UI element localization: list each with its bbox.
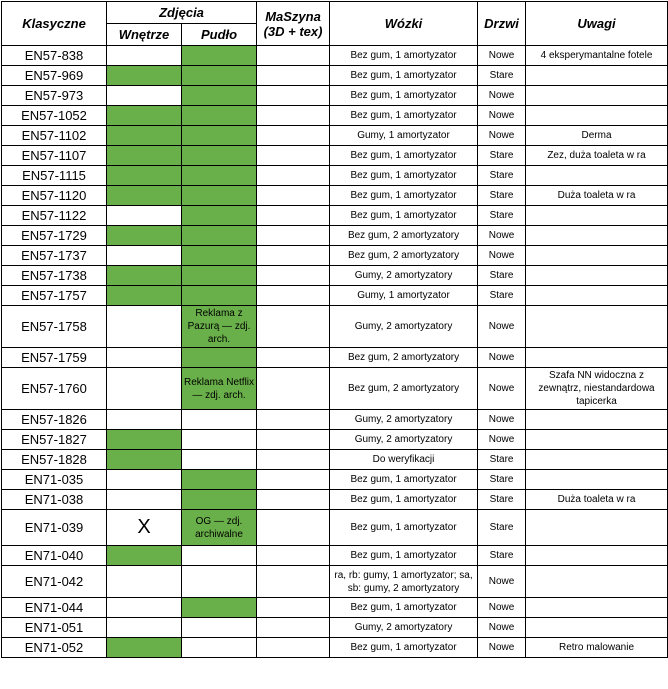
table-row (2, 66, 668, 86)
drzwi-cell: Stare (478, 266, 526, 286)
table-row (2, 348, 668, 368)
table-row (2, 166, 668, 186)
wnetrze-cell (107, 598, 182, 618)
wnetrze-cell (107, 368, 182, 410)
unit-name-cell: EN71-051 (2, 618, 107, 638)
wozki-cell: Bez gum, 2 amortyzatory (330, 226, 478, 246)
maszyna-cell (257, 430, 330, 450)
drzwi-cell: Nowe (478, 368, 526, 410)
wnetrze-cell (107, 286, 182, 306)
wnetrze-cell (107, 186, 182, 206)
drzwi-cell: Stare (478, 490, 526, 510)
pudlo-cell (182, 598, 257, 618)
pudlo-cell (182, 146, 257, 166)
pudlo-cell (182, 266, 257, 286)
table-row (2, 546, 668, 566)
wozki-cell: Bez gum, 1 amortyzator (330, 510, 478, 546)
drzwi-cell: Nowe (478, 598, 526, 618)
uwagi-cell (526, 106, 668, 126)
unit-name-cell: EN71-038 (2, 490, 107, 510)
maszyna-cell (257, 126, 330, 146)
pudlo-cell (182, 206, 257, 226)
table-row (2, 368, 668, 410)
uwagi-cell (526, 598, 668, 618)
table-row (2, 598, 668, 618)
drzwi-cell: Nowe (478, 106, 526, 126)
unit-name-cell: EN57-1826 (2, 410, 107, 430)
drzwi-cell: Nowe (478, 46, 526, 66)
wnetrze-cell (107, 410, 182, 430)
wnetrze-cell (107, 306, 182, 348)
header-klasyczne: Klasyczne (2, 2, 107, 46)
maszyna-cell (257, 598, 330, 618)
wnetrze-cell (107, 66, 182, 86)
maszyna-cell (257, 410, 330, 430)
wnetrze-cell (107, 430, 182, 450)
pudlo-cell (182, 470, 257, 490)
table-row (2, 638, 668, 658)
wnetrze-cell (107, 106, 182, 126)
header-wnetrze: Wnętrze (107, 24, 182, 46)
uwagi-cell: Retro malowanie (526, 638, 668, 658)
table-row (2, 490, 668, 510)
pudlo-cell (182, 430, 257, 450)
wozki-cell: Bez gum, 1 amortyzator (330, 146, 478, 166)
unit-name-cell: EN57-969 (2, 66, 107, 86)
unit-name-cell: EN71-035 (2, 470, 107, 490)
wozki-cell: Bez gum, 2 amortyzatory (330, 246, 478, 266)
drzwi-cell: Stare (478, 450, 526, 470)
table-row (2, 46, 668, 66)
maszyna-cell (257, 618, 330, 638)
maszyna-cell (257, 510, 330, 546)
unit-name-cell: EN57-1102 (2, 126, 107, 146)
wnetrze-cell (107, 546, 182, 566)
table-row (2, 286, 668, 306)
wozki-cell: Do weryfikacji (330, 450, 478, 470)
drzwi-cell: Nowe (478, 618, 526, 638)
wnetrze-cell (107, 638, 182, 658)
wozki-cell: Bez gum, 1 amortyzator (330, 206, 478, 226)
maszyna-cell (257, 106, 330, 126)
drzwi-cell: Stare (478, 546, 526, 566)
pudlo-cell (182, 638, 257, 658)
unit-name-cell: EN57-1120 (2, 186, 107, 206)
table-row (2, 206, 668, 226)
pudlo-cell (182, 106, 257, 126)
unit-name-cell: EN57-1052 (2, 106, 107, 126)
pudlo-cell (182, 86, 257, 106)
maszyna-cell (257, 566, 330, 598)
wozki-cell: Bez gum, 1 amortyzator (330, 470, 478, 490)
drzwi-cell: Nowe (478, 86, 526, 106)
unit-name-cell: EN71-044 (2, 598, 107, 618)
drzwi-cell: Nowe (478, 226, 526, 246)
uwagi-cell (526, 510, 668, 546)
wozki-cell: Bez gum, 1 amortyzator (330, 186, 478, 206)
header-drzwi: Drzwi (478, 2, 526, 46)
unit-name-cell: EN57-1729 (2, 226, 107, 246)
drzwi-cell: Nowe (478, 126, 526, 146)
drzwi-cell: Nowe (478, 306, 526, 348)
wnetrze-cell (107, 206, 182, 226)
uwagi-cell: Duża toaleta w ra (526, 490, 668, 510)
drzwi-cell: Stare (478, 66, 526, 86)
wnetrze-cell (107, 618, 182, 638)
unit-name-cell: EN57-1759 (2, 348, 107, 368)
table-row (2, 306, 668, 348)
maszyna-cell (257, 166, 330, 186)
unit-name-cell: EN57-1107 (2, 146, 107, 166)
uwagi-cell (526, 286, 668, 306)
pudlo-cell (182, 46, 257, 66)
table-row (2, 430, 668, 450)
maszyna-cell (257, 490, 330, 510)
pudlo-cell (182, 126, 257, 146)
table-row (2, 510, 668, 546)
table-body (2, 46, 668, 658)
pudlo-cell (182, 226, 257, 246)
maszyna-cell (257, 226, 330, 246)
uwagi-cell (526, 166, 668, 186)
maszyna-cell (257, 348, 330, 368)
wnetrze-cell (107, 566, 182, 598)
unit-name-cell: EN57-1122 (2, 206, 107, 226)
unit-name-cell: EN57-1760 (2, 368, 107, 410)
uwagi-cell (526, 410, 668, 430)
header-uwagi: Uwagi (526, 2, 668, 46)
maszyna-cell (257, 450, 330, 470)
unit-name-cell: EN57-1738 (2, 266, 107, 286)
maszyna-cell (257, 546, 330, 566)
uwagi-cell (526, 246, 668, 266)
uwagi-cell: Szafa NN widoczna z zewnątrz, niestandardowa tapicerka (526, 368, 668, 410)
wozki-cell: Gumy, 1 amortyzator (330, 126, 478, 146)
wozki-cell: Gumy, 2 amortyzatory (330, 430, 478, 450)
wnetrze-cell (107, 86, 182, 106)
maszyna-cell (257, 246, 330, 266)
header-pudlo: Pudło (182, 24, 257, 46)
wozki-cell: Bez gum, 1 amortyzator (330, 490, 478, 510)
header-maszyna: MaSzyna (3D + tex) (257, 2, 330, 46)
wozki-cell: Bez gum, 1 amortyzator (330, 546, 478, 566)
pudlo-cell (182, 566, 257, 598)
wozki-cell: Bez gum, 1 amortyzator (330, 166, 478, 186)
unit-name-cell: EN71-042 (2, 566, 107, 598)
unit-name-cell: EN71-040 (2, 546, 107, 566)
pudlo-cell (182, 348, 257, 368)
table-row (2, 266, 668, 286)
table-row (2, 410, 668, 430)
wnetrze-cell (107, 246, 182, 266)
pudlo-cell (182, 246, 257, 266)
uwagi-cell (526, 470, 668, 490)
header-row-top (2, 2, 668, 24)
wnetrze-cell (107, 266, 182, 286)
drzwi-cell: Nowe (478, 638, 526, 658)
uwagi-cell (526, 450, 668, 470)
wnetrze-cell (107, 166, 182, 186)
pudlo-cell (182, 66, 257, 86)
wnetrze-cell (107, 470, 182, 490)
uwagi-cell (526, 348, 668, 368)
wozki-cell: ra, rb: gumy, 1 amortyzator; sa, sb: gumy, 2 amortyzatory (330, 566, 478, 598)
wozki-cell: Gumy, 2 amortyzatory (330, 410, 478, 430)
wozki-cell: Gumy, 1 amortyzator (330, 286, 478, 306)
pudlo-cell (182, 546, 257, 566)
drzwi-cell: Stare (478, 146, 526, 166)
wozki-cell: Bez gum, 1 amortyzator (330, 66, 478, 86)
wnetrze-cell (107, 490, 182, 510)
uwagi-cell (526, 546, 668, 566)
maszyna-cell (257, 206, 330, 226)
pudlo-cell (182, 410, 257, 430)
drzwi-cell: Nowe (478, 246, 526, 266)
uwagi-cell: Zez, duża toaleta w ra (526, 146, 668, 166)
drzwi-cell: Nowe (478, 410, 526, 430)
uwagi-cell: Duża toaleta w ra (526, 186, 668, 206)
pudlo-cell: OG — zdj. archiwalne (182, 510, 257, 546)
drzwi-cell: Stare (478, 286, 526, 306)
pudlo-cell (182, 618, 257, 638)
maszyna-cell (257, 286, 330, 306)
wozki-cell: Bez gum, 2 amortyzatory (330, 368, 478, 410)
unit-name-cell: EN57-1828 (2, 450, 107, 470)
wnetrze-cell (107, 348, 182, 368)
wnetrze-cell (107, 46, 182, 66)
unit-name-cell: EN71-039 (2, 510, 107, 546)
table-row (2, 186, 668, 206)
maszyna-cell (257, 638, 330, 658)
maszyna-cell (257, 266, 330, 286)
drzwi-cell: Stare (478, 510, 526, 546)
table-row (2, 470, 668, 490)
wnetrze-cell (107, 226, 182, 246)
uwagi-cell (526, 226, 668, 246)
wozki-cell: Gumy, 2 amortyzatory (330, 306, 478, 348)
pudlo-cell (182, 286, 257, 306)
maszyna-cell (257, 186, 330, 206)
drzwi-cell: Stare (478, 166, 526, 186)
uwagi-cell (526, 306, 668, 348)
drzwi-cell: Stare (478, 186, 526, 206)
header-zdjecia: Zdjęcia (107, 2, 257, 24)
table-row (2, 246, 668, 266)
table-row (2, 146, 668, 166)
unit-name-cell: EN57-1737 (2, 246, 107, 266)
wozki-cell: Bez gum, 1 amortyzator (330, 46, 478, 66)
wozki-cell: Bez gum, 1 amortyzator (330, 598, 478, 618)
unit-name-cell: EN57-838 (2, 46, 107, 66)
drzwi-cell: Nowe (478, 348, 526, 368)
pudlo-cell (182, 166, 257, 186)
unit-name-cell: EN57-1758 (2, 306, 107, 348)
uwagi-cell: 4 eksperymantalne fotele (526, 46, 668, 66)
drzwi-cell: Nowe (478, 566, 526, 598)
wnetrze-cell (107, 450, 182, 470)
table-row (2, 450, 668, 470)
uwagi-cell (526, 266, 668, 286)
drzwi-cell: Stare (478, 470, 526, 490)
wozki-cell: Gumy, 2 amortyzatory (330, 618, 478, 638)
table-row (2, 126, 668, 146)
wozki-cell: Bez gum, 1 amortyzator (330, 86, 478, 106)
table-row (2, 86, 668, 106)
wnetrze-cell (107, 146, 182, 166)
units-table (1, 1, 668, 658)
uwagi-cell: Derma (526, 126, 668, 146)
uwagi-cell (526, 206, 668, 226)
table-row (2, 566, 668, 598)
unit-name-cell: EN71-052 (2, 638, 107, 658)
maszyna-cell (257, 146, 330, 166)
uwagi-cell (526, 86, 668, 106)
header-wozki: Wózki (330, 2, 478, 46)
unit-name-cell: EN57-1115 (2, 166, 107, 186)
table-row (2, 106, 668, 126)
unit-name-cell: EN57-973 (2, 86, 107, 106)
unit-name-cell: EN57-1757 (2, 286, 107, 306)
pudlo-cell: Reklama z Pazurą — zdj. arch. (182, 306, 257, 348)
table-row (2, 226, 668, 246)
uwagi-cell (526, 618, 668, 638)
maszyna-cell (257, 306, 330, 348)
uwagi-cell (526, 66, 668, 86)
pudlo-cell (182, 186, 257, 206)
wozki-cell: Bez gum, 1 amortyzator (330, 106, 478, 126)
wozki-cell: Gumy, 2 amortyzatory (330, 266, 478, 286)
drzwi-cell: Stare (478, 206, 526, 226)
wnetrze-cell: X (107, 510, 182, 546)
pudlo-cell: Reklama Netflix — zdj. arch. (182, 368, 257, 410)
wozki-cell: Bez gum, 1 amortyzator (330, 638, 478, 658)
maszyna-cell (257, 46, 330, 66)
pudlo-cell (182, 450, 257, 470)
drzwi-cell: Nowe (478, 430, 526, 450)
maszyna-cell (257, 368, 330, 410)
uwagi-cell (526, 566, 668, 598)
unit-name-cell: EN57-1827 (2, 430, 107, 450)
maszyna-cell (257, 66, 330, 86)
uwagi-cell (526, 430, 668, 450)
pudlo-cell (182, 490, 257, 510)
maszyna-cell (257, 470, 330, 490)
wozki-cell: Bez gum, 2 amortyzatory (330, 348, 478, 368)
table-row (2, 618, 668, 638)
wnetrze-cell (107, 126, 182, 146)
maszyna-cell (257, 86, 330, 106)
